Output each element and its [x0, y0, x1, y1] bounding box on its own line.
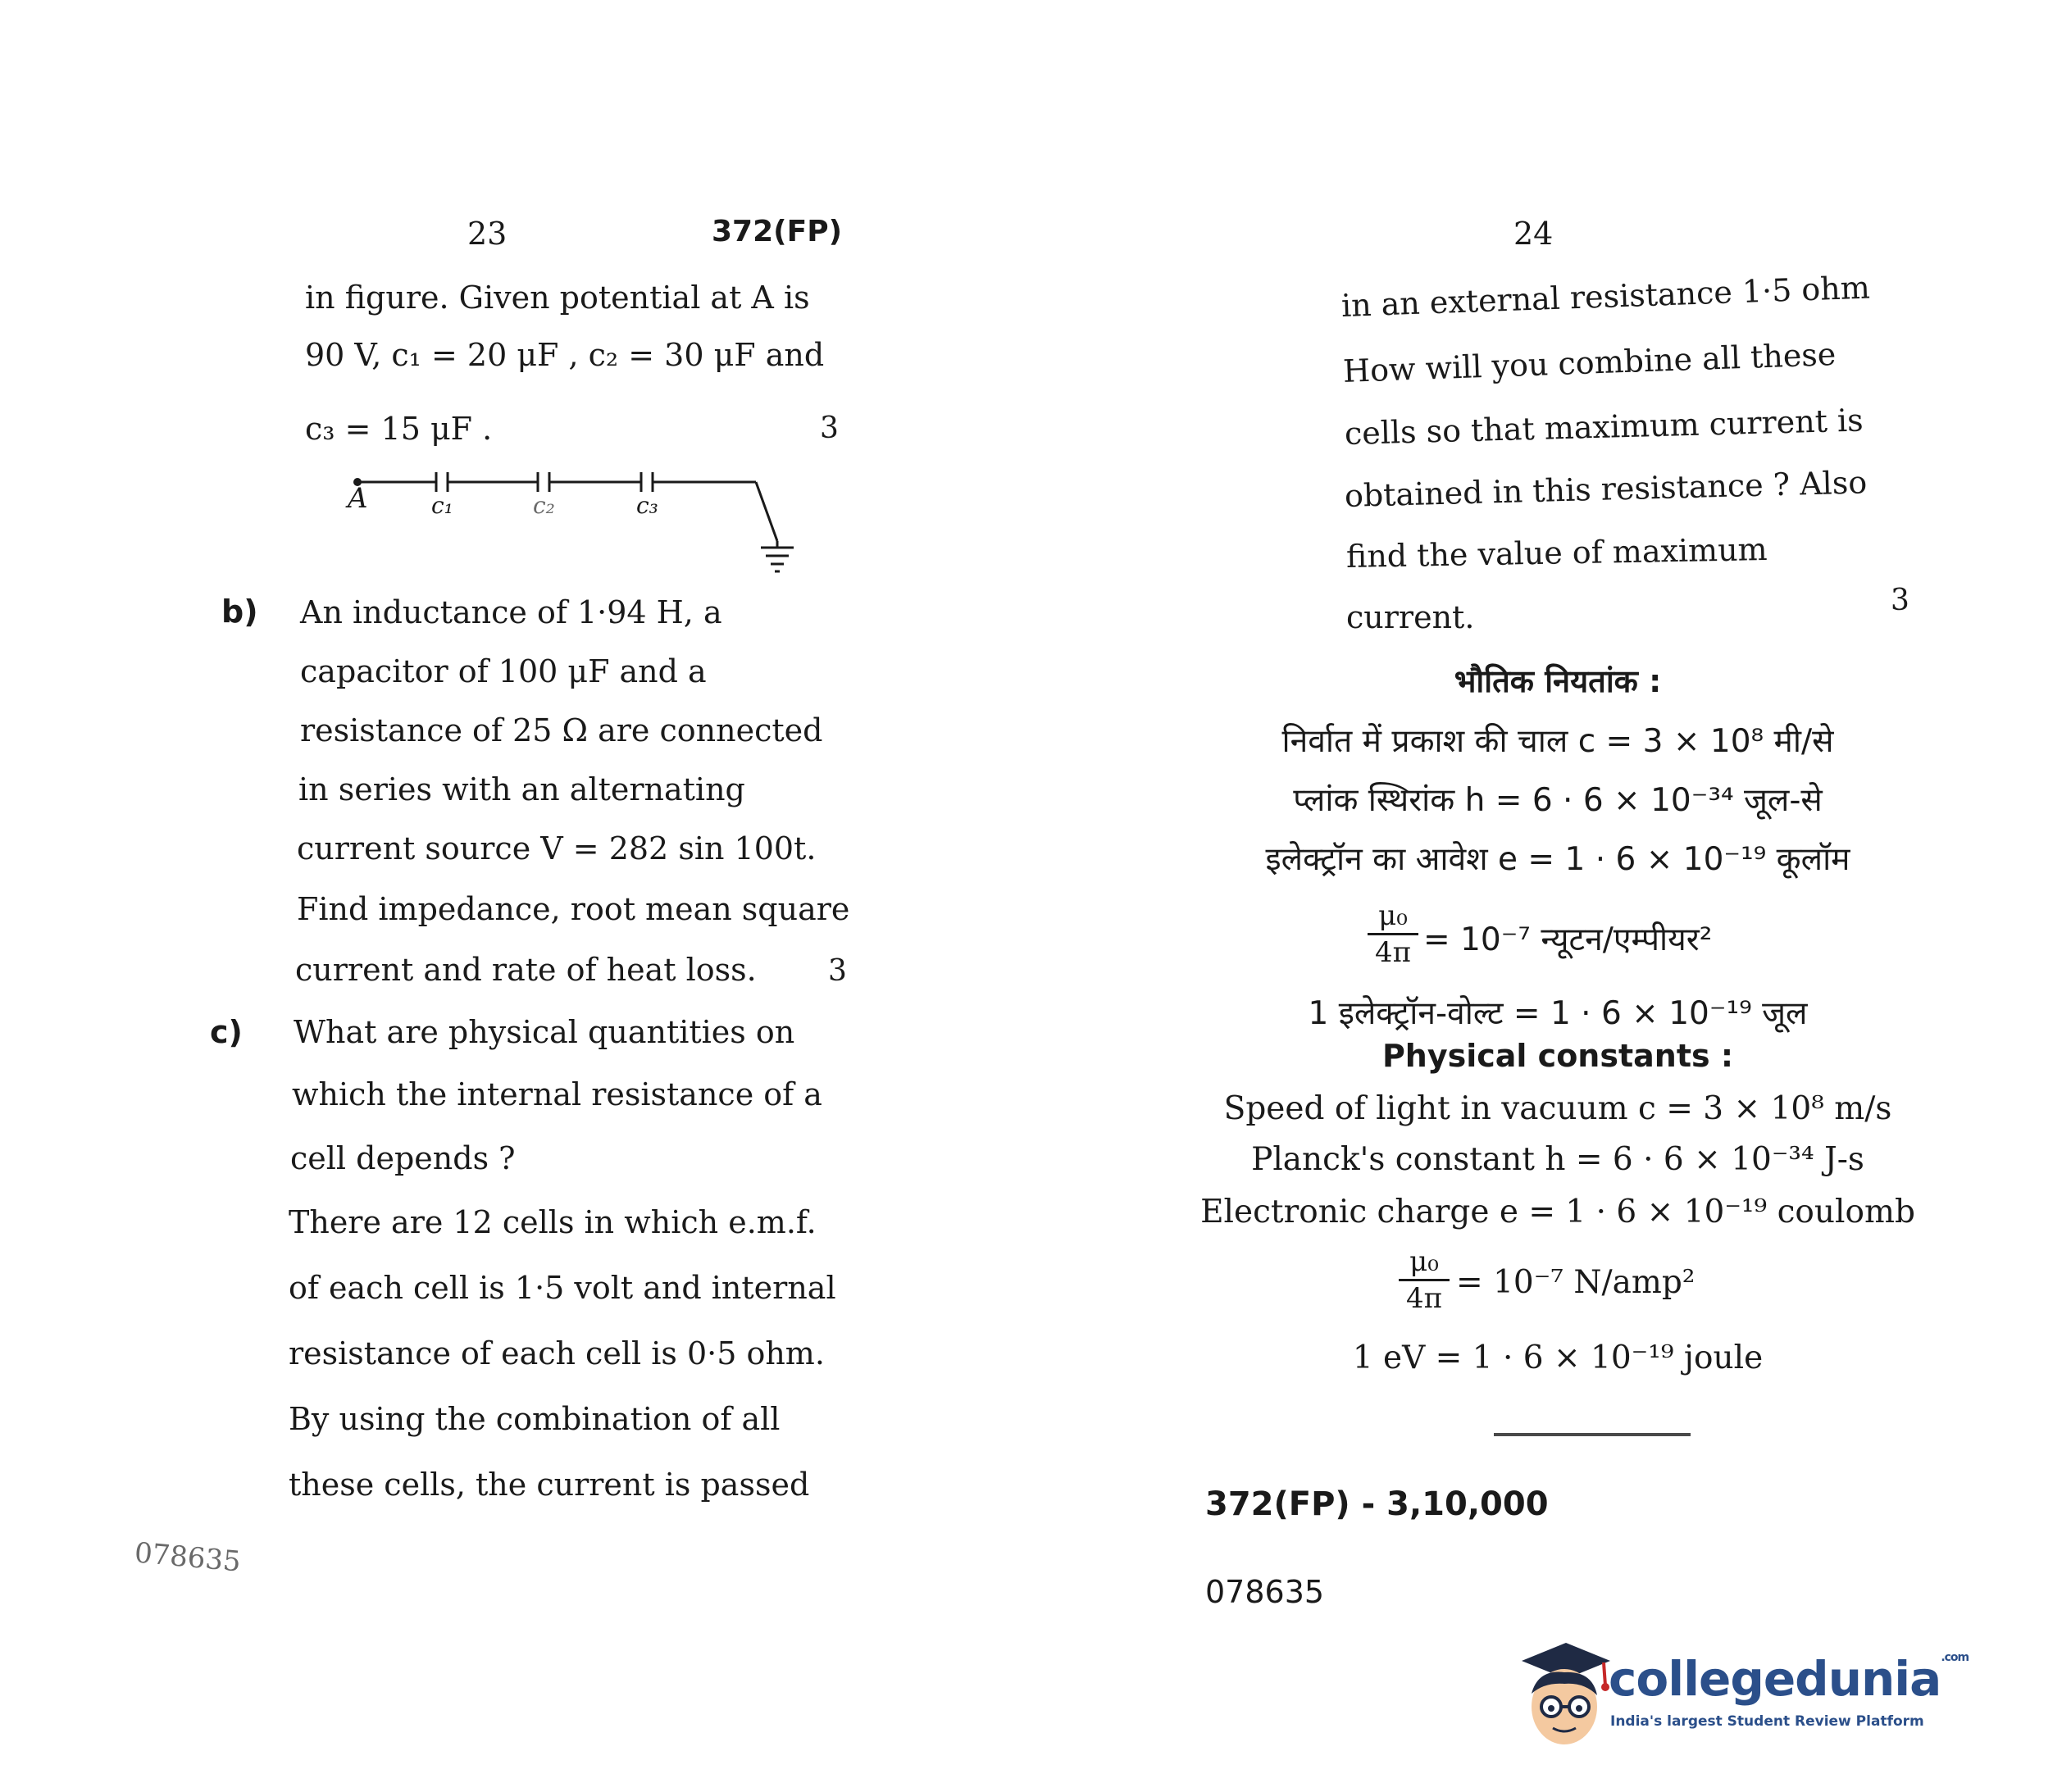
- question-a-line3: c₃ = 15 μF .: [305, 411, 493, 447]
- question-b-line1: An inductance of 1·94 H, a: [300, 594, 722, 630]
- hindi-mu-denominator: 4π: [1375, 936, 1411, 969]
- right-line1: in an external resistance 1·5 ohm: [1340, 269, 1871, 324]
- english-constant-ev: 1 eV = 1 · 6 × 10⁻¹⁹ joule: [1352, 1339, 1764, 1376]
- logo-brand-name: [1609, 1651, 1969, 1707]
- circuit-label-c2: c₂: [533, 492, 555, 519]
- question-a-marks: 3: [820, 412, 839, 445]
- english-mu-fraction: [1399, 1244, 1450, 1316]
- hindi-constant-planck: प्लांक स्थिरांक h = 6 · 6 × 10⁻³⁴ जूल-से: [1293, 782, 1823, 819]
- circuit-label-a: A: [348, 482, 368, 515]
- circuit-label-c1: c₁: [431, 492, 453, 519]
- hindi-constant-charge: इलेक्ट्रॉन का आवेश e = 1 · 6 × 10⁻¹⁹ कूलॉम: [1265, 841, 1850, 878]
- english-constants-heading: Physical constants :: [1381, 1038, 1734, 1074]
- question-c-line1: What are physical quantities on: [294, 1014, 795, 1050]
- end-rule: [1494, 1433, 1691, 1436]
- hindi-constants-heading: भौतिक नियतांक :: [1454, 663, 1662, 699]
- question-c-line3: cell depends ?: [290, 1140, 516, 1176]
- question-c-line8: these cells, the current is passed: [289, 1467, 810, 1503]
- footer-serial-left: 078635: [133, 1536, 243, 1579]
- capacitor-circuit-diagram: [328, 459, 820, 582]
- logo-brand-text: collegedunia: [1609, 1651, 1941, 1707]
- hindi-mu-fraction: [1368, 898, 1418, 970]
- right-line6: current.: [1346, 599, 1475, 635]
- question-b-line2: capacitor of 100 μF and a: [300, 653, 707, 689]
- hindi-constant-ev: 1 इलेक्ट्रॉन-वोल्ट = 1 · 6 × 10⁻¹⁹ जूल: [1308, 995, 1808, 1032]
- question-b-marks: 3: [828, 954, 847, 988]
- question-b-line3: resistance of 25 Ω are connected: [300, 712, 823, 748]
- question-a-line1: in figure. Given potential at A is: [305, 280, 810, 316]
- mascot-graduate-icon: [1513, 1636, 1612, 1751]
- question-c-label: c): [210, 1014, 243, 1050]
- question-c-line4: There are 12 cells in which e.m.f.: [289, 1204, 817, 1240]
- right-line2: How will you combine all these: [1342, 336, 1837, 389]
- hindi-constant-light-speed: निर्वात में प्रकाश की चाल c = 3 × 10⁸ मी/से: [1281, 723, 1834, 760]
- collegedunia-logo: [1513, 1636, 1969, 1751]
- right-line3: cells so that maximum current is: [1344, 402, 1864, 452]
- question-b-line7: current and rate of heat loss.: [295, 952, 757, 988]
- question-b-label: b): [221, 594, 258, 630]
- english-mu-denominator: 4π: [1406, 1282, 1442, 1315]
- question-a-line2: 90 V, c₁ = 20 μF , c₂ = 30 μF and: [305, 337, 825, 373]
- english-constant-light-speed: Speed of light in vacuum c = 3 × 10⁸ m/s: [1223, 1090, 1892, 1127]
- question-c-line2: which the internal resistance of a: [292, 1076, 822, 1112]
- hindi-mu-rhs: = 10⁻⁷ न्यूटन/एम्पीयर²: [1423, 921, 1713, 958]
- page-number-right: 24: [1513, 216, 1554, 252]
- right-marks: 3: [1891, 584, 1909, 617]
- question-b-line6: Find impedance, root mean square: [297, 891, 850, 927]
- question-c-line7: By using the combination of all: [289, 1401, 781, 1437]
- english-constant-charge: Electronic charge e = 1 · 6 × 10⁻¹⁹ coulomb: [1200, 1194, 1915, 1230]
- question-b-line5: current source V = 282 sin 100t.: [297, 830, 817, 866]
- english-constant-planck: Planck's constant h = 6 · 6 × 10⁻³⁴ J-s: [1251, 1141, 1864, 1178]
- right-line5: find the value of maximum: [1345, 531, 1768, 575]
- footer-serial-right: 078635: [1205, 1574, 1325, 1610]
- logo-brand-suffix: .com: [1941, 1651, 1969, 1664]
- page-number-left: 23: [467, 216, 508, 252]
- paper-code-header: 372(FP): [712, 215, 843, 248]
- question-c-line5: of each cell is 1·5 volt and internal: [289, 1270, 836, 1306]
- circuit-label-c3: c₃: [636, 492, 658, 519]
- right-line4: obtained in this resistance ? Also: [1344, 464, 1868, 514]
- english-mu-rhs: = 10⁻⁷ N/amp²: [1456, 1264, 1695, 1301]
- footer-paper-code: 372(FP) - 3,10,000: [1205, 1485, 1549, 1523]
- hindi-mu-numerator: μ₀: [1368, 898, 1418, 935]
- question-c-line6: resistance of each cell is 0·5 ohm.: [289, 1335, 825, 1371]
- question-b-line4: in series with an alternating: [298, 771, 745, 807]
- english-mu-numerator: μ₀: [1399, 1244, 1450, 1281]
- logo-tagline: India's largest Student Review Platform: [1610, 1713, 1924, 1730]
